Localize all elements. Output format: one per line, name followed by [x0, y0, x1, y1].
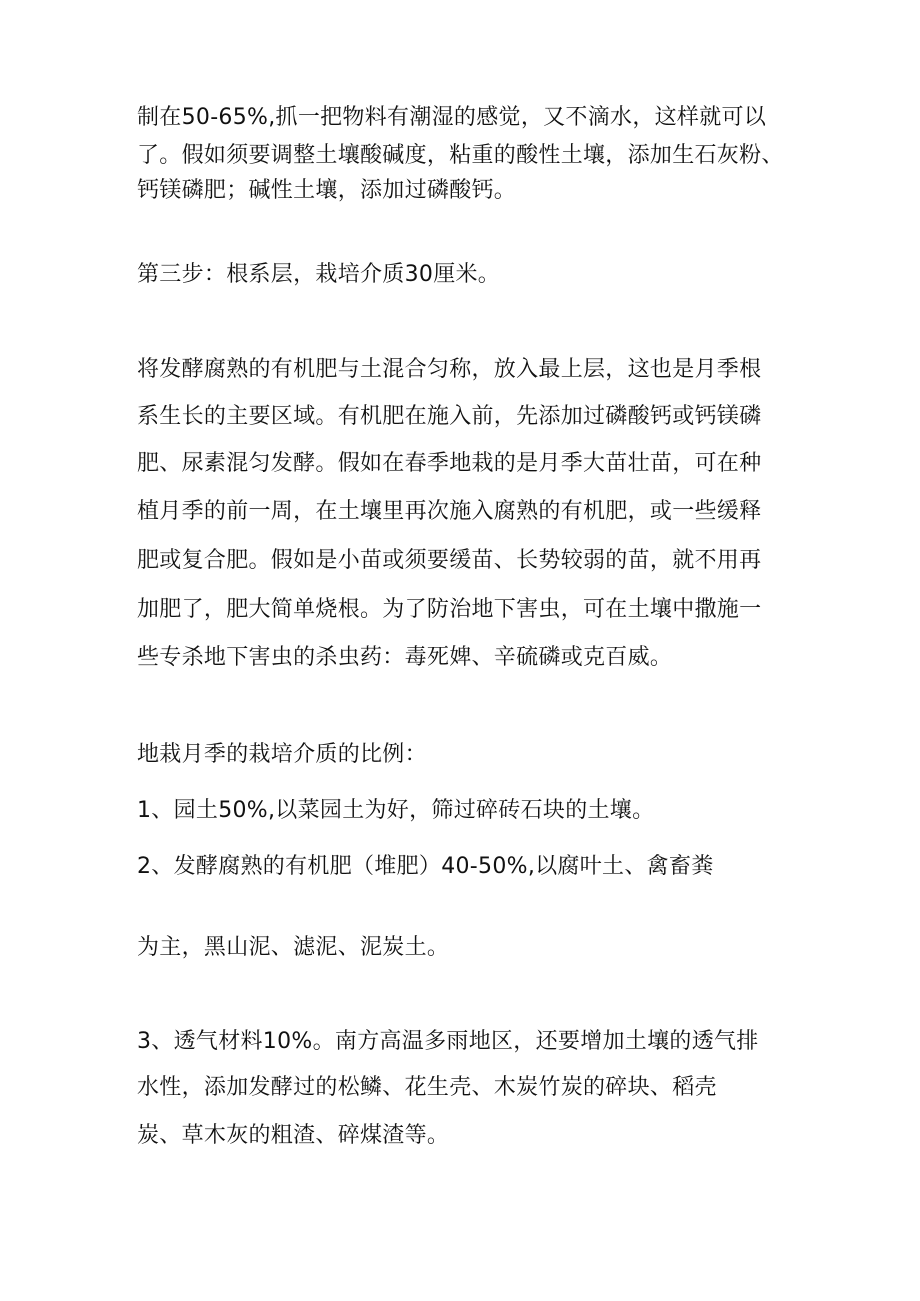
paragraph-1-line-1: 制在50-65%,抓一把物料有潮湿的感觉，又不滴水，这样就可以 — [137, 105, 767, 130]
paragraph-2-line-6: 加肥了，肥大简单烧根。为了防治地下害虫，可在土壤中撒施一 — [137, 597, 762, 622]
ratio-heading: 地栽月季的栽培介质的比例： — [137, 742, 427, 767]
paragraph-1-line-2: 了。假如须要调整土壤酸碱度，粘重的酸性土壤，添加生石灰粉、 — [137, 143, 784, 168]
ratio-item-3-line-2: 水性，添加发酵过的松鳞、花生壳、木炭竹炭的碎块、稻壳 — [137, 1075, 717, 1100]
ratio-item-2-line-2: 为主，黑山泥、滤泥、泥炭土。 — [137, 935, 450, 960]
paragraph-2-line-1: 将发酵腐熟的有机肥与土混合匀称，放入最上层，这也是月季根 — [137, 357, 762, 382]
ratio-item-2-line-1: 2、发酵腐熟的有机肥（堆肥）40-50%,以腐叶土、禽畜粪 — [137, 854, 714, 879]
step-3-heading: 第三步：根系层，栽培介质30厘米。 — [137, 262, 501, 287]
paragraph-2-line-3: 肥、尿素混匀发酵。假如在春季地栽的是月季大苗壮苗，可在种 — [137, 451, 762, 476]
paragraph-2-line-4: 植月季的前一周，在土壤里再次施入腐熟的有机肥，或一些缓释 — [137, 499, 762, 524]
paragraph-2-line-7: 些专杀地下害虫的杀虫药：毒死婢、辛硫磷或克百威。 — [137, 645, 673, 670]
ratio-item-3-line-1: 3、透气材料10%。南方高温多雨地区，还要增加土壤的透气排 — [137, 1029, 759, 1054]
paragraph-2-line-5: 肥或复合肥。假如是小苗或须要缓苗、长势较弱的苗，就不用再 — [137, 548, 762, 573]
paragraph-2-line-2: 系生长的主要区域。有机肥在施入前，先添加过磷酸钙或钙镁磷 — [137, 404, 762, 429]
paragraph-1-line-3: 钙镁磷肥；碱性土壤，添加过磷酸钙。 — [137, 178, 517, 203]
ratio-item-1: 1、园土50%,以菜园土为好，筛过碎砖石块的土壤。 — [137, 798, 655, 823]
ratio-item-3-line-3: 炭、草木灰的粗渣、碎煤渣等。 — [137, 1123, 450, 1148]
